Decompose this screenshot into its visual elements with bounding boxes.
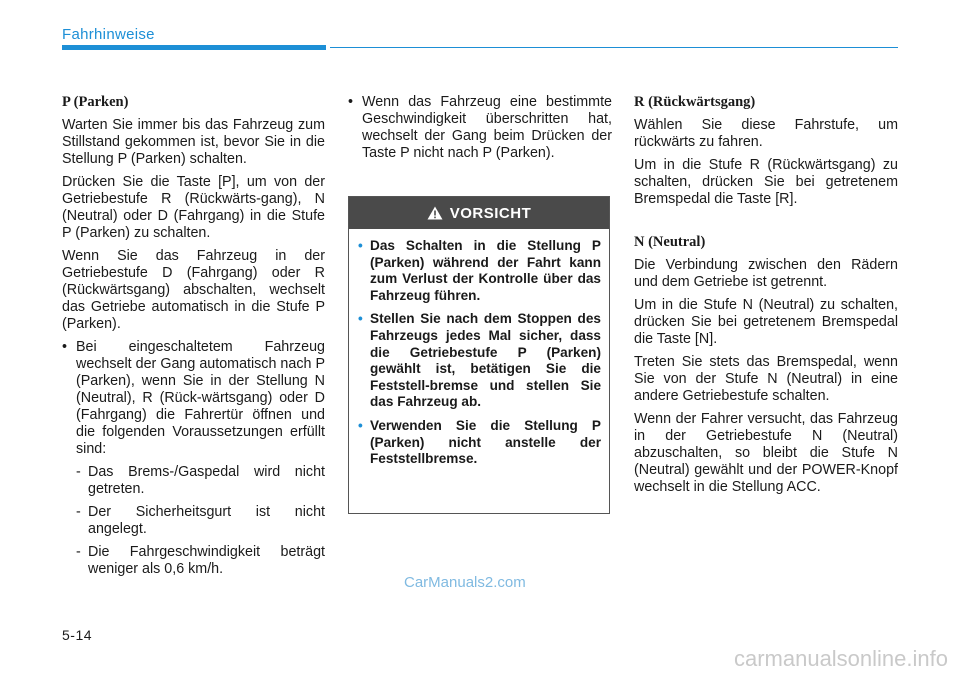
caution-body: [349, 229, 609, 468]
dash-item: - Die Fahrgeschwindigkeit beträgt weniger als 0,6 km/h.: [62, 544, 325, 578]
caution-header: [349, 197, 609, 229]
page-number: 5-14: [62, 627, 93, 643]
caution-box: [348, 196, 610, 514]
column-middle: [348, 94, 612, 168]
paragraph: Die Verbindung zwischen den Rädern und dem Getriebe ist getrennt.: [634, 257, 898, 290]
paragraph: Wenn Sie das Fahrzeug in der Getriebestufe D (Fahrgang) oder R (Rückwärtsgang) abschalten, wechselt das Getriebe automatisch in die Stufe P (Parken).: [62, 248, 325, 332]
paragraph: Drücken Sie die Taste [P], um von der Getriebestufe R (Rückwärts-gang), N (Neutral) oder D (Fahrgang) in die Stufe P (Parken) zu schalten.: [62, 174, 325, 241]
paragraph: Um in die Stufe R (Rückwärtsgang) zu schalten, drücken Sie bei getretenem Bremspedal die Taste [R].: [634, 157, 898, 207]
header-rule-thick: [62, 45, 326, 50]
footer-watermark: carmanualsonline.info: [733, 646, 948, 671]
paragraph: Wenn der Fahrer versucht, das Fahrzeug in der Getriebestufe N (Neutral) abzuschalten, so bleibt die Stufe N (Neutral) gewählt und der POWER-Knopf wechselt in die Stellung ACC.: [634, 411, 898, 495]
caution-item: • Stellen Sie nach dem Stoppen des Fahrzeugs jedes Mal sicher, dass die Getriebestufe P (Parken) gewählt ist, betätigen Sie die Feststell-bremse und stellen Sie das Fahrzeug ab.: [358, 311, 601, 411]
heading-n-neutral: N (Neutral): [634, 234, 706, 250]
paragraph: Um in die Stufe N (Neutral) zu schalten, drücken Sie bei getretenem Bremspedal die Taste [N].: [634, 297, 898, 347]
section-header-title: Fahrhinweise: [62, 26, 155, 43]
dash-item: - Der Sicherheitsgurt ist nicht angelegt.: [62, 504, 325, 538]
heading-r-rueckwaertsgang: R (Rückwärtsgang): [634, 94, 756, 110]
dash-item: - Das Brems-/Gaspedal wird nicht getreten.: [62, 464, 325, 498]
paragraph: Treten Sie stets das Bremspedal, wenn Sie von der Stufe N (Neutral) in eine andere Getriebestufe schalten.: [634, 354, 898, 404]
column-left: [62, 94, 325, 584]
warning-triangle-icon: [427, 206, 443, 220]
caution-title: VORSICHT: [449, 204, 532, 222]
caution-item: • Das Schalten in die Stellung P (Parken) während der Fahrt kann zum Verlust der Kontrolle über das Fahrzeug führen.: [358, 238, 601, 304]
heading-p-parken: P (Parken): [62, 94, 129, 110]
header-rule-thin: [330, 47, 898, 48]
bullet-item: • Wenn das Fahrzeug eine bestimmte Geschwindigkeit überschritten hat, wechselt der Gang beim Drücken der Taste P nicht nach P (Parken).: [348, 94, 612, 162]
watermark: CarManuals2.com: [404, 574, 526, 591]
paragraph: Warten Sie immer bis das Fahrzeug zum Stillstand gekommen ist, bevor Sie in die Stellung P (Parken) schalten.: [62, 117, 325, 167]
paragraph: Wählen Sie diese Fahrstufe, um rückwärts zu fahren.: [634, 117, 898, 150]
bullet-item: • Bei eingeschaltetem Fahrzeug wechselt der Gang automatisch nach P (Parken), wenn Sie in der Stellung N (Neutral), R (Rück-wärtsgang) oder D (Fahrgang) die Fahrertür öffnen und die folgenden Voraussetzungen erfüllt sind:: [62, 339, 325, 458]
caution-item: • Verwenden Sie die Stellung P (Parken) nicht anstelle der Feststellbremse.: [358, 418, 601, 468]
column-right: [634, 94, 898, 502]
